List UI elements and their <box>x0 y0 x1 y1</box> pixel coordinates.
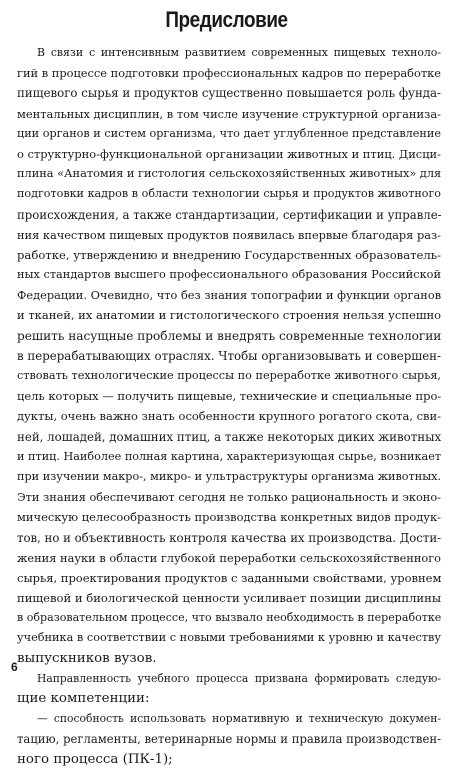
text-line: ции органов и систем организма, что дает углубленное представление <box>17 126 441 140</box>
text-line: сырья, проектирования продуктов с заданными свойствами, уровнем <box>17 570 442 585</box>
text-line: дукты, очень важно знать особенности крупного рогатого скота, сви- <box>17 409 442 424</box>
text-line: ния качеством пищевых продуктов появилась впервые благодаря раз- <box>17 227 441 242</box>
text-line: Федерации. Очевидно, что без знания топографии и функции органов <box>17 288 442 303</box>
text-line: работке, утверждению и внедрению Государственных образователь- <box>17 247 441 262</box>
text-line: Эти знания обеспечивают сегодня не только рациональность и эконо- <box>17 490 441 505</box>
body-text <box>17 43 441 770</box>
text-line: Направленность учебного процесса призвана формировать следую- <box>37 671 441 685</box>
text-line: о структурно-функциональной организации животных и птиц. Дисци- <box>17 146 441 161</box>
text-line: и тканей, их анатомии и гистологического строения нельзя успешно <box>17 308 442 323</box>
text-line: подготовки кадров в области технологии сырья и продуктов животного <box>17 187 441 201</box>
text-line: тацию, регламенты, ветеринарные нормы и правила производствен- <box>17 732 441 747</box>
text-line: ных стандартов высшего профессионального образования Российской <box>17 268 441 282</box>
text-line: В связи с интенсивным развитием современных пищевых техноло- <box>37 46 441 59</box>
text-line: ствовать технологические процессы по переработке животного сырья, <box>17 369 441 382</box>
text-line: в перерабатывающих отраслях. Чтобы организовывать и совершен- <box>17 348 441 363</box>
text-line: плина «Анатомия и гистология сельскохозяйственных животных» для <box>17 167 442 181</box>
text-line: в образовательном процессе, что вызвало необходимость в переработке <box>17 611 442 625</box>
text-line: учебника в соответствии с новыми требованиями к уровню и качеству <box>17 631 441 645</box>
text-line: выпускников вузов. <box>17 650 157 666</box>
text-line: мическую целесообразность производства конкретных видов продук- <box>17 510 441 525</box>
text-line: щие компетенции: <box>17 691 150 706</box>
text-line: и птиц. Наиболее полная картина, характеризующая сырье, возникает <box>17 449 442 463</box>
page-number: 6 <box>11 660 18 674</box>
text-line: ментальных дисциплин, в том числе изучение структурной организа- <box>17 106 441 121</box>
text-line: цель которых — получить пищевые, технические и специальные про- <box>17 389 442 404</box>
text-line: ного процесса (ПК-1); <box>17 751 173 767</box>
text-line: жения науки в области глубокой переработки сельскохозяйственного <box>17 550 441 565</box>
text-line: гий в процессе подготовки профессиональных кадров по переработке <box>17 66 441 81</box>
text-line: пищевого сырья и продуктов существенно повышается роль фунда- <box>17 86 441 101</box>
text-line: тов, но и объективность контроля качества их производства. Дости- <box>17 530 442 545</box>
page-title: Предисловие <box>165 7 288 32</box>
text-line: происхождения, а также стандартизации, сертификации и управле- <box>17 207 442 222</box>
text-line: решить насущные проблемы и внедрять современные технологии <box>17 328 442 343</box>
text-line: ней, лошадей, домашних птиц, а также некоторых диких животных <box>17 429 442 444</box>
text-line: — способность использовать нормативную и техническую докумен- <box>37 712 441 726</box>
text-line: при изучении макро-, микро- и ультраструктуры организма животных. <box>17 469 441 483</box>
text-line: пищевой и биологической ценности усиливает позиции дисциплины <box>17 591 442 606</box>
